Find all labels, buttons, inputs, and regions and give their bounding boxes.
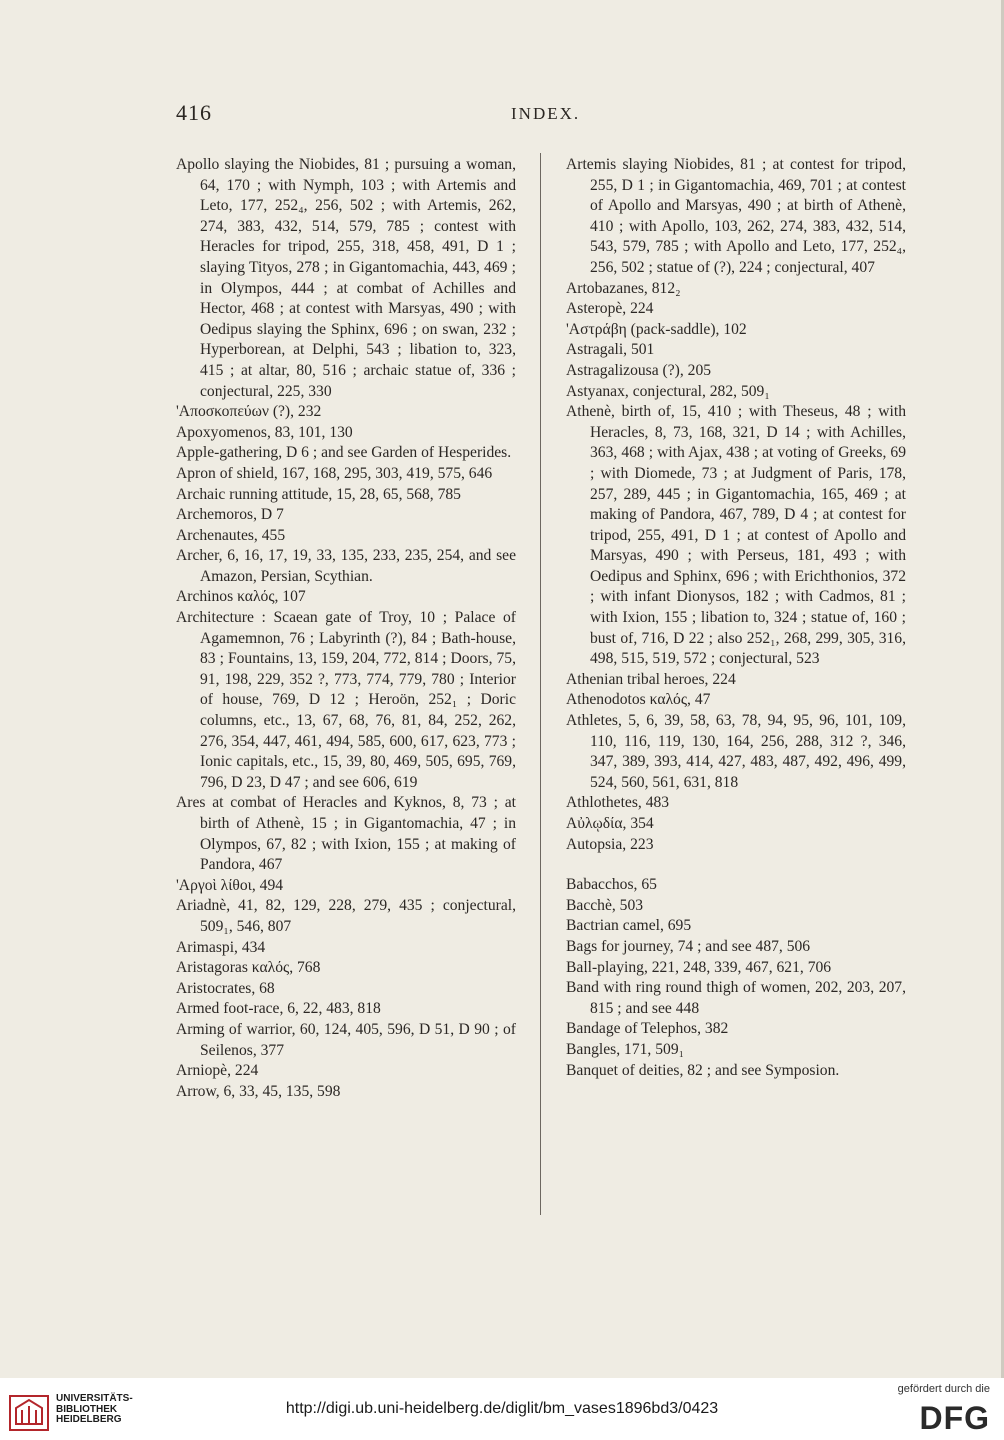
index-entry: Archemoros, D 7 xyxy=(176,506,284,524)
index-entry: Arrow, 6, 33, 45, 135, 598 xyxy=(176,1082,341,1100)
index-entry: Artemis slaying Niobides, 81 ; at contest for tripod, 255, D 1 ; in Gigantomachia, 469, 701 ; at contest of Apollo and Marsyas, 490 ; at birth of Athenè, 410 ; with Apollo, 103, 262, 274, 383, 432, 514, 543, 579, 785 ; with Apollo and Leto, 177, 252₄, 256, 502 ; statue of (?), 224 ; conjectural, 407 xyxy=(566,156,906,276)
index-entry: Architecture : Scaean gate of Troy, 10 ; Palace of Agamemnon, 76 ; Labyrinth (?), 84 ; Bath-house, 83 ; Fountains, 13, 159, 204, 772, 814 ; Doors, 75, 91, 198, 229, 352 ?, 773, 774, 779, 780 ; Interior of house, 769, D 12 ; Heroön, 252₁ ; Doric columns, etc., 13, 67, 68, 76, 81, 84, 252, 262, 276, 354, 447, 461, 494, 585, 600, 617, 623, 773 ; Ionic capitals, etc., 15, 39, 80, 469, 505, 695, 769, 796, D 23, D 47 ; and see 606, 619 xyxy=(176,609,516,791)
index-entry: Athletes, 5, 6, 39, 58, 63, 78, 94, 95, 96, 101, 109, 110, 116, 119, 130, 164, 256, 288, 312 ?, 346, 347, 389, 393, 414, 427, 483, 487, 492, 496, 499, 524, 560, 561, 631, 818 xyxy=(566,712,906,791)
index-entry: Archinos καλός, 107 xyxy=(176,588,306,606)
dfg-logo: DFG xyxy=(919,1400,990,1436)
index-entry: Asteropè, 224 xyxy=(566,300,654,318)
index-entry: Banquet of deities, 82 ; and see Symposion. xyxy=(566,1061,840,1079)
running-head xyxy=(176,100,906,130)
index-entry: Band with ring round thigh of women, 202, 203, 207, 815 ; and see 448 xyxy=(566,979,906,1017)
index-entry: Ares at combat of Heracles and Kyknos, 8, 73 ; at birth of Athenè, 15 ; in Gigantomachia, 47 ; in Olympos, 67, 82 ; with Ixion, 155 ; at making of Pandora, 467 xyxy=(176,794,516,874)
index-entry: Armed foot-race, 6, 22, 483, 818 xyxy=(176,1000,381,1018)
index-entry: Arniopè, 224 xyxy=(176,1062,259,1080)
index-column-left xyxy=(176,155,516,1102)
index-entry: Athenodotos καλός, 47 xyxy=(566,691,711,709)
library-name-line: HEIDELBERG xyxy=(56,1414,122,1425)
index-entry: Archer, 6, 16, 17, 19, 33, 135, 233, 235, 254, and see Amazon, Persian, Scythian. xyxy=(176,547,516,585)
permalink-url[interactable]: http://digi.ub.uni-heidelberg.de/diglit/bm_vases1896bd3/0423 xyxy=(285,1400,719,1417)
index-entry: Archenautes, 455 xyxy=(176,526,286,544)
index-entry: Ball-playing, 221, 248, 339, 467, 621, 706 xyxy=(566,958,832,976)
index-entry: 'Αστράβη (pack-saddle), 102 xyxy=(566,320,747,338)
index-entry: Artobazanes, 812₂ xyxy=(566,279,681,297)
index-entry: Bags for journey, 74 ; and see 487, 506 xyxy=(566,937,811,955)
index-entry: Apple-gathering, D 6 ; and see Garden of Hesperides. xyxy=(176,444,512,462)
page-title: INDEX. xyxy=(511,104,581,123)
index-entry: Ariadnè, 41, 82, 129, 228, 279, 435 ; conjectural, 509₁, 546, 807 xyxy=(176,897,516,935)
index-entry: Αὐλῳδία, 354 xyxy=(566,815,654,832)
funding-note: gefördert durch die xyxy=(897,1383,990,1395)
index-entry: 'Αποσκοπεύων (?), 232 xyxy=(176,403,322,421)
index-entry: Athenian tribal heroes, 224 xyxy=(566,670,736,688)
library-name-line: UNIVERSITÄTS- xyxy=(56,1393,133,1404)
index-entry: Autopsia, 223 xyxy=(566,835,654,853)
index-entry: Athenè, birth of, 15, 410 ; with Theseus, 48 ; with Heracles, 8, 73, 168, 321, D 14 ; with Achilles, 363, 468 ; with Ajax, 438 ; at voting of Greeks, 69 ; with Diomede, 73 ; at Judgment of Paris, 178, 257, 289, 445 ; in Gigantomachia, 165, 469 ; at making of Pandora, 467, 789, D 4 ; at contest for tripod, 255, 491, D 1 ; at contest of Apollo and Marsyas, 490 ; with Perseus, 181, 493 ; with Oedipus and Sphinx, 696 ; with Erichthonios, 372 ; with infant Dionysos, 182 ; with Cadmos, 81 ; with Ixion, 155 ; libation to, 324 ; statue of, 160 ; bust of, 716, D 22 ; also 252₁, 268, 299, 305, 316, 498, 515, 519, 572 ; conjectural, 523 xyxy=(566,403,906,668)
index-entry: Archaic running attitude, 15, 28, 65, 568, 785 xyxy=(176,485,461,503)
index-entry: Apoxyomenos, 83, 101, 130 xyxy=(176,423,353,441)
index-entry: 'Αργοὶ λίθοι, 494 xyxy=(176,876,284,894)
index-entry: Babacchos, 65 xyxy=(566,876,657,894)
index-entry: Bandage of Telephos, 382 xyxy=(566,1020,729,1038)
index-entry: Arming of warrior, 60, 124, 405, 596, D 51, D 90 ; of Seilenos, 377 xyxy=(176,1020,516,1059)
index-entry: Astragalizousa (?), 205 xyxy=(566,361,712,379)
index-entry: Aristocrates, 68 xyxy=(176,979,275,997)
footer-bar xyxy=(0,1378,1004,1440)
index-entry: Bactrian camel, 695 xyxy=(566,917,692,935)
index-entry: Astragali, 501 xyxy=(566,341,655,359)
index-entry: Bacchè, 503 xyxy=(566,896,644,914)
index-entry: Aristagoras καλός, 768 xyxy=(176,959,321,977)
index-entry: Astyanax, conjectural, 282, 509₁ xyxy=(566,382,770,400)
library-name-line: BIBLIOTHEK xyxy=(56,1403,118,1415)
index-entry: Arimaspi, 434 xyxy=(176,938,266,956)
column-divider xyxy=(540,153,541,1215)
index-entry: Apron of shield, 167, 168, 295, 303, 419, 575, 646 xyxy=(176,464,493,482)
page-number: 416 xyxy=(176,100,212,125)
index-entry: Athlothetes, 483 xyxy=(566,794,670,812)
index-entry: Apollo slaying the Niobides, 81 ; pursuing a woman, 64, 170 ; with Nymph, 103 ; with Artemis and Leto, 177, 252₄, 256, 502 ; with Artemis, 262, 274, 383, 432, 514, 579, 785 ; contest with Heracles for tripod, 255, 318, 458, 491, D 1 ; slaying Tityos, 278 ; in Gigantomachia, 443, 469 ; in Olympos, 444 ; at combat of Achilles and Hector, 468 ; at contest with Marsyas, 490 ; with Oedipus slaying the Sphinx, 696 ; on swan, 232 ; Hyperborean, at Delphi, 543 ; libation to, 323, 415 ; at altar, 80, 516 ; archaic statue of, 336 ; conjectural, 225, 330 xyxy=(176,156,516,400)
index-column-right xyxy=(566,155,906,1081)
index-entry: Bangles, 171, 509₁ xyxy=(566,1040,685,1058)
